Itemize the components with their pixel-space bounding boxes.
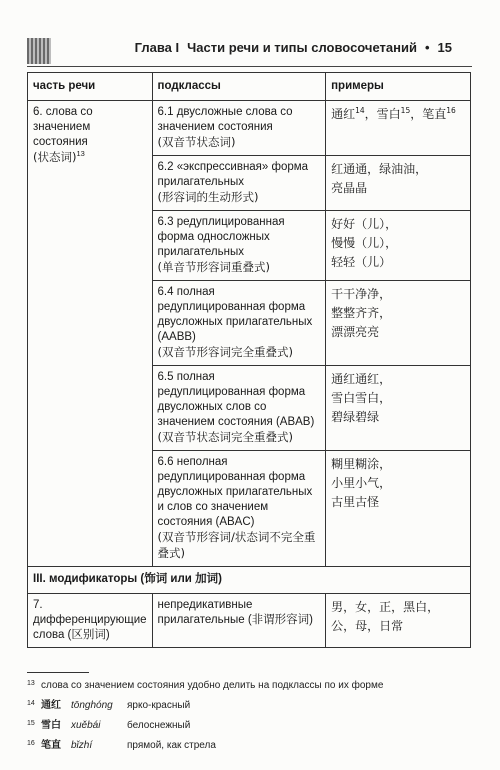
footnote — [27, 676, 472, 696]
subclass-cell — [152, 281, 326, 366]
footnote-text: белоснежный — [127, 720, 191, 731]
subclass-zh: (形容词的生动形式) — [157, 190, 259, 204]
footnote-hanzi: 雪白 — [41, 720, 61, 731]
table-header-row — [28, 73, 471, 101]
subclass-cell: непредикативные прилагательные (非谓形容词) — [152, 594, 326, 648]
example-line: 古里古怪 — [331, 495, 380, 509]
example-line: 慢慢（儿）， — [331, 236, 398, 250]
example: ，雪白 — [364, 107, 401, 121]
example-line: 好好（儿）， — [331, 217, 398, 231]
example-line: 雪白雪白， — [331, 391, 392, 405]
footnote-number: 15 — [27, 720, 35, 727]
footnote-text: слова со значением состояния удобно делить на подклассы по их форме — [41, 680, 384, 691]
subclass-zh: (双音节形容词完全重叠式) — [157, 345, 294, 359]
example: ，笔直 — [410, 107, 447, 121]
example-line: 糊里糊涂， — [331, 457, 392, 471]
column-header: примеры — [326, 73, 471, 101]
subclass-cell — [152, 156, 326, 211]
footnote-number: 14 — [27, 700, 35, 707]
column-header: часть речи — [28, 73, 153, 101]
section-row — [28, 567, 471, 594]
examples-cell — [326, 156, 471, 211]
examples-cell — [326, 594, 471, 648]
subclass-label: 6.4 полная редуплицированная форма двусложных прилагательных (AABB) — [157, 286, 313, 343]
footnote-pinyin: xuěbái — [71, 720, 101, 731]
subclass-label: 6.2 «экспрессивная» форма прилагательных — [157, 161, 309, 188]
subclass-cell — [152, 101, 326, 156]
parts-of-speech-table — [27, 72, 471, 648]
subclass-label: 6.3 редуплицированная форма односложных прилагательных — [157, 216, 285, 258]
example-line: 小里小气， — [331, 476, 392, 490]
subclass-cell — [152, 211, 326, 281]
example-line: 通红通红， — [331, 372, 392, 386]
footnote-number: 13 — [27, 680, 35, 687]
footnote-ref: 16 — [446, 106, 456, 115]
example-line: 亮晶晶 — [331, 181, 368, 195]
footnote — [27, 736, 472, 756]
running-header — [135, 40, 452, 55]
example-line: 公，母，日常 — [331, 619, 404, 633]
example-line: 漂漂亮亮 — [331, 325, 380, 339]
subclass-zh: (双音节形容词/状态词不完全重叠式) — [157, 530, 316, 560]
example: 通红 — [331, 107, 356, 121]
footnote-text: ярко-красный — [127, 700, 191, 711]
subclass-label: 6.5 полная редуплицированная форма двусложных слов со значением состояния (ABAB) — [157, 371, 315, 428]
chapter-title: Части речи и типы словосочетаний — [187, 40, 417, 55]
chapter-label: Глава I — [134, 40, 180, 55]
subclass-cell — [152, 366, 326, 451]
examples-cell — [326, 281, 471, 366]
example-line: 红通通，绿油油， — [331, 162, 428, 176]
footnote — [27, 716, 472, 736]
section-heading: III. модификаторы (饰词 или 加词) — [28, 567, 471, 594]
subclass-zh: (双音节状态词完全重叠式) — [157, 430, 294, 444]
footnote-hanzi: 通红 — [41, 700, 61, 711]
footnote-ref: 13 — [76, 149, 85, 159]
subclass-label: 6.6 неполная редуплицированная форма двусложных прилагательных и слов со значением состояния (ABAC) — [157, 456, 313, 528]
footnote-number: 16 — [27, 740, 35, 747]
part-label: 6. слова со значением состояния — [33, 106, 93, 148]
examples-cell — [326, 451, 471, 567]
footnote-hanzi: 笔直 — [41, 740, 61, 751]
footnote-ref: 15 — [400, 106, 411, 115]
table-row — [28, 101, 471, 156]
part-label-zh: (状态词) — [33, 150, 77, 164]
page-number: 15 — [437, 40, 452, 55]
header-bullet: • — [424, 40, 430, 55]
footnote-ref: 14 — [355, 106, 365, 115]
example-line: 整整齐齐， — [331, 306, 392, 320]
footnote-rule — [27, 672, 89, 673]
subclass-zh: (双音节状态词) — [157, 135, 236, 149]
footnote-pinyin: tōnghóng — [71, 700, 113, 711]
part-of-speech-cell: 7. дифференцирующие слова (区别词) — [28, 594, 153, 648]
chapter-tab-marker — [27, 38, 51, 64]
part-of-speech-cell — [28, 101, 153, 567]
column-header: подклассы — [152, 73, 326, 101]
footnote-pinyin: bǐzhí — [71, 740, 93, 751]
table-row — [28, 594, 471, 648]
footnote — [27, 696, 472, 716]
header-rule — [27, 66, 472, 67]
subclass-zh: (单音节形容词重叠式) — [157, 260, 271, 274]
examples-cell — [326, 211, 471, 281]
subclass-label: 6.1 двусложные слова со значением состояния — [157, 106, 293, 133]
example-line: 干干净净， — [331, 287, 392, 301]
footnotes — [27, 676, 472, 756]
examples-cell — [326, 366, 471, 451]
example-line: 轻轻（儿） — [331, 255, 392, 269]
example-line: 男，女，正，黑白， — [331, 600, 440, 614]
subclass-cell — [152, 451, 326, 567]
footnote-text: прямой, как стрела — [127, 740, 216, 751]
examples-cell — [326, 101, 471, 156]
example-line: 碧绿碧绿 — [331, 410, 380, 424]
